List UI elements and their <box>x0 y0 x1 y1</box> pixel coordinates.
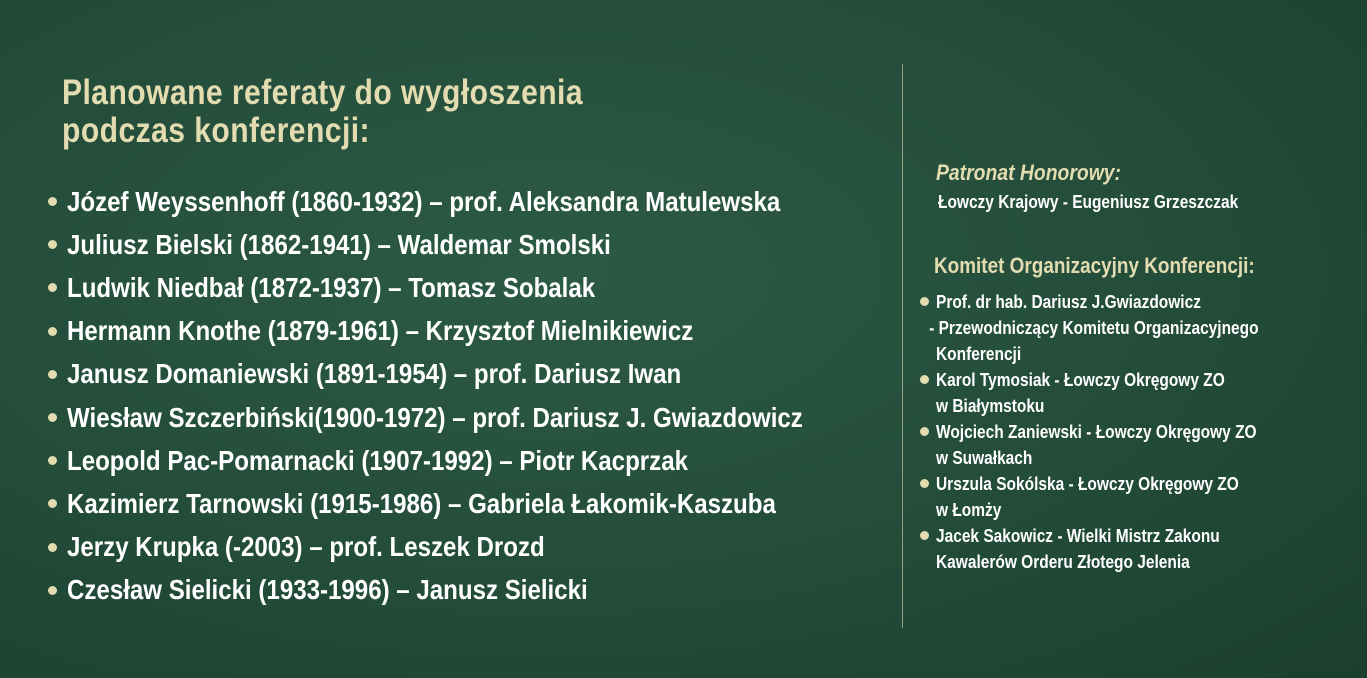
bullet-icon <box>920 375 929 384</box>
talk-text: Wiesław Szczerbiński(1900-1972) – prof. Dariusz J. Gwiazdowicz <box>67 401 803 433</box>
committee-member <box>918 289 1358 367</box>
committee-member <box>918 471 1358 523</box>
talks-title-line-1: Planowane referaty do wygłoszenia <box>62 73 584 112</box>
committee-member-line: w Łomży <box>936 500 1002 520</box>
committee-member-text <box>936 419 1299 471</box>
committee-member-text <box>936 471 1299 523</box>
committee-list <box>918 289 1358 575</box>
committee-member-line: w Suwałkach <box>936 448 1033 468</box>
talk-item <box>48 353 888 396</box>
talk-item <box>48 180 888 223</box>
bullet-icon <box>48 240 57 249</box>
talk-text: Ludwik Niedbał (1872-1937) – Tomasz Sobalak <box>67 271 596 303</box>
bullet-icon <box>48 586 57 595</box>
bullet-icon <box>48 283 57 292</box>
committee-member-line: - Przewodniczący Komitetu Organizacyjnego <box>929 318 1259 338</box>
talk-item <box>48 526 888 569</box>
talk-item <box>48 482 888 525</box>
bullet-icon <box>48 370 57 379</box>
committee-member <box>918 419 1358 471</box>
talk-text: Kazimierz Tarnowski (1915-1986) – Gabriela Łakomik-Kaszuba <box>67 487 776 519</box>
bullet-icon <box>48 413 57 422</box>
vertical-divider <box>902 64 903 628</box>
talk-text: Józef Weyssenhoff (1860-1932) – prof. Aleksandra Matulewska <box>67 185 781 217</box>
committee-member-line: Urszula Sokólska - Łowczy Okręgowy ZO <box>936 474 1239 494</box>
committee-member-line: Wojciech Zaniewski - Łowczy Okręgowy ZO <box>936 422 1257 442</box>
talks-title-line-2: podczas konferencji: <box>62 111 371 150</box>
bullet-icon <box>48 499 57 508</box>
bullet-icon <box>920 479 929 488</box>
talk-item <box>48 439 888 482</box>
committee-member <box>918 523 1358 575</box>
committee-member-text <box>936 367 1299 419</box>
bullet-icon <box>920 427 929 436</box>
talks-section <box>48 74 888 612</box>
committee-member <box>918 367 1358 419</box>
committee-member-line: Jacek Sakowicz - Wielki Mistrz Zakonu <box>936 526 1220 546</box>
bullet-icon <box>48 456 57 465</box>
talks-title <box>62 74 772 150</box>
talk-text: Jerzy Krupka (-2003) – prof. Leszek Drozd <box>67 531 545 563</box>
talks-list <box>48 180 888 612</box>
talk-item <box>48 310 888 353</box>
bullet-icon <box>920 297 929 306</box>
talk-item <box>48 396 888 439</box>
patron-heading: Patronat Honorowy: <box>936 160 1122 185</box>
talk-item <box>48 266 888 309</box>
talk-text: Juliusz Bielski (1862-1941) – Waldemar Smolski <box>67 228 611 260</box>
bullet-icon <box>48 327 57 336</box>
talk-text: Hermann Knothe (1879-1961) – Krzysztof Mielnikiewicz <box>67 315 694 347</box>
bullet-icon <box>48 543 57 552</box>
bullet-icon <box>48 197 57 206</box>
talk-text: Janusz Domaniewski (1891-1954) – prof. Dariusz Iwan <box>67 358 682 390</box>
organizers-section <box>918 160 1358 575</box>
committee-heading: Komitet Organizacyjny Konferencji: <box>934 253 1255 278</box>
talk-text: Czesław Sielicki (1933-1996) – Janusz Sielicki <box>67 574 588 606</box>
committee-member-line: w Białymstoku <box>936 396 1045 416</box>
talk-item <box>48 223 888 266</box>
committee-member-text <box>936 523 1299 575</box>
talk-text: Leopold Pac-Pomarnacki (1907-1992) – Piotr Kacprzak <box>67 444 688 476</box>
committee-member-line: Prof. dr hab. Dariusz J.Gwiazdowicz <box>936 292 1201 312</box>
bullet-icon <box>920 531 929 540</box>
committee-member-line: Karol Tymosiak - Łowczy Okręgowy ZO <box>936 370 1225 390</box>
patron-name: Łowczy Krajowy - Eugeniusz Grzeszczak <box>938 192 1239 212</box>
committee-member-text <box>929 289 1299 367</box>
committee-member-line: Konferencji <box>936 344 1022 364</box>
committee-member-line: Kawalerów Orderu Złotego Jelenia <box>936 552 1190 572</box>
talk-item <box>48 569 888 612</box>
